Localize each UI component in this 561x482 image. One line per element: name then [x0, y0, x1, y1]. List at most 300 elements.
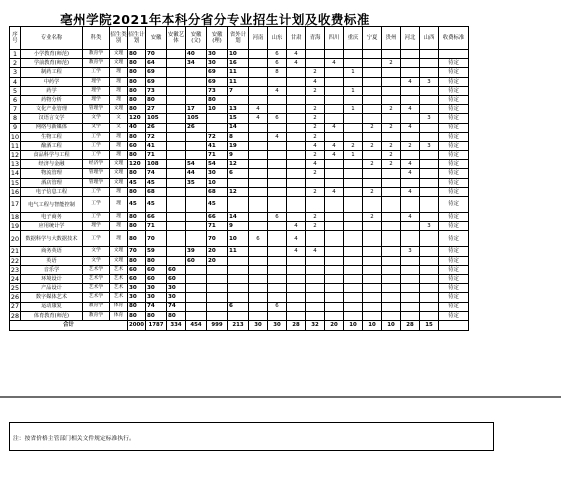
table-cell: 24	[10, 274, 20, 283]
table-row	[10, 141, 469, 150]
column-header: 安徽	[146, 27, 167, 50]
table-cell: 26	[146, 123, 167, 132]
table-cell: 酒店管理	[21, 178, 83, 187]
table-cell: 理	[110, 197, 128, 213]
table-cell: 2	[306, 222, 325, 231]
table-cell	[344, 50, 363, 59]
table-cell: 文学	[83, 247, 110, 256]
table-cell	[325, 114, 344, 123]
table-row	[10, 187, 469, 196]
table-cell	[401, 151, 420, 160]
column-header: 甘肃	[287, 27, 306, 50]
table-cell	[420, 59, 439, 68]
table-cell	[420, 274, 439, 283]
table-cell: 4	[306, 141, 325, 150]
table-cell: 14	[10, 169, 20, 178]
table-cell: 学前教育(师范)	[21, 59, 83, 68]
table-cell: 待定	[439, 114, 469, 123]
table-cell	[344, 222, 363, 231]
table-cell: 71	[207, 222, 228, 231]
table-cell	[306, 50, 325, 59]
totals-cell: 10	[382, 320, 401, 330]
table-cell: 工学	[83, 231, 110, 247]
table-cell: 经济学	[83, 160, 110, 169]
table-row	[10, 222, 469, 231]
table-cell: 22	[10, 256, 20, 265]
table-cell: 文	[110, 123, 128, 132]
table-cell: 教育学	[83, 302, 110, 311]
table-cell: 70	[207, 231, 228, 247]
table-cell	[401, 132, 420, 141]
table-cell: 4	[287, 222, 306, 231]
table-cell: 64	[146, 59, 167, 68]
table-cell	[325, 86, 344, 95]
table-cell: 理学	[83, 95, 110, 104]
table-cell: 管理学	[83, 178, 110, 187]
table-cell: 74	[146, 169, 167, 178]
table-cell	[344, 95, 363, 104]
table-cell: 120	[128, 160, 146, 169]
table-cell: 70	[128, 247, 146, 256]
table-cell	[344, 311, 363, 320]
table-row	[10, 265, 469, 274]
table-cell: 4	[287, 231, 306, 247]
table-cell: 2	[363, 187, 382, 196]
table-cell	[268, 293, 287, 302]
table-cell: 60	[167, 265, 186, 274]
table-cell: 2	[306, 105, 325, 114]
column-header: 安徽艺体	[167, 27, 186, 50]
table-cell: 文理	[110, 105, 128, 114]
table-cell	[268, 187, 287, 196]
table-cell: 6	[228, 169, 249, 178]
table-cell: 40	[186, 50, 207, 59]
table-cell	[344, 160, 363, 169]
table-cell: 40	[128, 123, 146, 132]
table-cell: 待定	[439, 178, 469, 187]
table-cell	[344, 178, 363, 187]
table-cell: 理	[110, 86, 128, 95]
table-cell	[420, 265, 439, 274]
totals-cell: 2000	[128, 320, 146, 330]
table-cell: 3	[420, 114, 439, 123]
totals-cell: 28	[401, 320, 420, 330]
table-cell	[287, 123, 306, 132]
table-cell: 1	[10, 50, 21, 59]
table-cell	[167, 197, 186, 213]
table-cell	[268, 231, 287, 247]
table-cell	[401, 293, 420, 302]
table-cell	[249, 302, 268, 311]
table-cell: 管理学	[83, 169, 110, 178]
table-cell: 6	[268, 50, 287, 59]
table-cell	[167, 151, 186, 160]
table-cell: 电气工程与智能控制	[21, 197, 83, 213]
totals-row	[10, 320, 469, 330]
table-cell: 待定	[439, 293, 469, 302]
totals-cell	[439, 320, 469, 330]
table-cell: 10	[207, 178, 228, 187]
table-cell	[420, 105, 439, 114]
table-cell: 2	[382, 141, 401, 150]
table-cell: 10	[207, 105, 228, 114]
table-cell	[268, 151, 287, 160]
table-cell	[186, 284, 207, 293]
table-cell	[420, 95, 439, 104]
table-cell: 68	[146, 187, 167, 196]
table-cell	[325, 213, 344, 222]
table-cell: 4	[401, 123, 420, 132]
table-cell: 6	[268, 213, 287, 222]
table-cell: 待定	[439, 105, 469, 114]
table-cell: 待定	[439, 231, 469, 247]
table-cell: 11	[228, 68, 249, 77]
table-cell	[344, 293, 363, 302]
table-cell	[287, 265, 306, 274]
table-row	[10, 95, 469, 104]
table-cell: 2	[382, 123, 401, 132]
table-cell: 60	[128, 274, 146, 283]
table-cell: 17	[10, 197, 21, 213]
table-cell	[249, 151, 268, 160]
table-cell: 理	[110, 151, 128, 160]
table-cell: 80	[146, 256, 167, 265]
table-cell: 6	[249, 231, 268, 247]
table-cell	[382, 132, 401, 141]
table-cell	[344, 265, 363, 274]
table-cell: 80	[128, 59, 146, 68]
table-cell	[287, 213, 306, 222]
table-cell: 71	[146, 222, 167, 231]
table-cell: 文理	[110, 160, 128, 169]
totals-cell: 32	[306, 320, 325, 330]
table-cell: 16	[228, 59, 249, 68]
table-cell: 待定	[439, 187, 469, 196]
table-cell	[363, 197, 382, 213]
table-cell: 69	[207, 77, 228, 86]
table-cell: 待定	[439, 197, 469, 213]
table-cell	[287, 141, 306, 150]
table-cell: 理	[110, 77, 128, 86]
table-cell: 文理	[110, 247, 128, 256]
table-cell: 待定	[439, 86, 469, 95]
column-header: 山东	[268, 27, 287, 50]
table-cell: 工学	[83, 213, 110, 222]
table-cell: 理学	[83, 86, 110, 95]
table-cell: 105	[146, 114, 167, 123]
table-cell: 26	[10, 293, 20, 302]
totals-cell: 1787	[146, 320, 167, 330]
table-cell	[325, 132, 344, 141]
table-cell	[207, 293, 228, 302]
table-cell: 80	[146, 311, 167, 320]
table-cell	[306, 311, 325, 320]
table-cell	[325, 311, 344, 320]
table-cell: 3	[420, 141, 439, 150]
table-cell	[325, 293, 344, 302]
table-cell: 60	[146, 274, 167, 283]
column-header: 河南	[249, 27, 268, 50]
table-cell: 3	[420, 77, 439, 86]
table-cell	[344, 77, 363, 86]
table-cell: 14	[228, 213, 249, 222]
table-cell	[268, 169, 287, 178]
table-cell: 73	[146, 86, 167, 95]
table-cell: 72	[146, 132, 167, 141]
table-cell: 2	[306, 151, 325, 160]
table-cell	[167, 247, 186, 256]
table-cell: 60	[186, 256, 207, 265]
table-cell: 6	[268, 59, 287, 68]
table-cell: 艺术	[110, 284, 128, 293]
table-cell: 文学	[83, 123, 110, 132]
table-cell: 8	[10, 114, 21, 123]
table-cell	[306, 293, 325, 302]
table-cell	[382, 114, 401, 123]
table-cell: 30	[146, 284, 167, 293]
table-cell	[249, 86, 268, 95]
table-cell	[268, 247, 287, 256]
table-cell: 59	[146, 247, 167, 256]
table-row	[10, 178, 469, 187]
table-cell	[268, 160, 287, 169]
column-header: 安徽(文)	[186, 27, 207, 50]
table-cell	[344, 213, 363, 222]
table-cell	[268, 311, 287, 320]
column-header: 青海	[306, 27, 325, 50]
table-cell: 4	[306, 247, 325, 256]
table-cell: 教育学	[83, 311, 110, 320]
table-cell: 待定	[439, 247, 469, 256]
table-row	[10, 68, 469, 77]
table-cell	[249, 68, 268, 77]
table-row	[10, 160, 469, 169]
table-cell: 2	[382, 160, 401, 169]
table-cell: 理	[110, 187, 128, 196]
totals-cell: 30	[268, 320, 287, 330]
table-cell: 工学	[83, 151, 110, 160]
table-row	[10, 86, 469, 95]
table-cell: 26	[186, 123, 207, 132]
table-cell	[228, 274, 249, 283]
table-cell	[207, 302, 228, 311]
table-cell: 30	[128, 293, 146, 302]
table-cell	[344, 231, 363, 247]
table-row	[10, 284, 469, 293]
table-cell: 英语	[21, 256, 83, 265]
table-cell: 30	[207, 59, 228, 68]
table-cell: 70	[146, 231, 167, 247]
table-cell: 45	[146, 178, 167, 187]
table-cell: 中药学	[21, 77, 83, 86]
table-cell: 80	[128, 77, 146, 86]
table-cell	[344, 284, 363, 293]
table-cell: 74	[167, 302, 186, 311]
table-cell	[382, 302, 401, 311]
table-cell: 15	[10, 178, 20, 187]
column-header: 宁夏	[363, 27, 382, 50]
table-cell	[420, 169, 439, 178]
table-cell: 6	[268, 302, 287, 311]
table-cell: 物流管理	[21, 169, 83, 178]
table-cell	[325, 197, 344, 213]
table-cell	[186, 222, 207, 231]
table-cell	[363, 105, 382, 114]
table-cell: 4	[249, 114, 268, 123]
table-cell: 2	[306, 187, 325, 196]
table-cell: 文理	[110, 169, 128, 178]
table-cell	[287, 293, 306, 302]
table-cell: 16	[10, 187, 20, 196]
column-header: 招生类别	[110, 27, 128, 50]
table-cell: 汉语言文学	[21, 114, 83, 123]
totals-cell: 28	[287, 320, 306, 330]
table-cell: 4	[401, 187, 420, 196]
table-cell: 制药工程	[21, 68, 83, 77]
table-cell	[363, 231, 382, 247]
table-cell	[268, 141, 287, 150]
table-cell: 80	[128, 302, 146, 311]
table-cell: 11	[228, 77, 249, 86]
table-cell	[382, 178, 401, 187]
table-cell	[249, 222, 268, 231]
table-cell: 理	[110, 132, 128, 141]
table-cell	[306, 59, 325, 68]
table-cell: 待定	[439, 311, 469, 320]
table-cell	[287, 197, 306, 213]
table-cell	[287, 284, 306, 293]
table-cell: 教育学	[83, 59, 110, 68]
table-cell	[228, 256, 249, 265]
table-cell	[382, 231, 401, 247]
table-cell	[268, 274, 287, 283]
table-cell: 7	[228, 86, 249, 95]
table-cell: 80	[128, 311, 146, 320]
table-cell	[325, 77, 344, 86]
table-cell: 60	[146, 265, 167, 274]
table-cell: 工学	[83, 141, 110, 150]
table-cell	[167, 160, 186, 169]
totals-cell: 334	[167, 320, 186, 330]
table-cell	[325, 178, 344, 187]
table-cell	[249, 284, 268, 293]
table-cell: 17	[186, 105, 207, 114]
table-cell: 4	[401, 160, 420, 169]
table-cell	[186, 302, 207, 311]
table-cell: 待定	[439, 169, 469, 178]
table-cell: 4	[306, 77, 325, 86]
table-cell	[420, 293, 439, 302]
page-title: 亳州学院2021年本科分省分专业招生计划及收费标准	[60, 12, 370, 27]
table-cell	[249, 160, 268, 169]
table-cell: 文理	[110, 178, 128, 187]
table-cell	[401, 178, 420, 187]
table-cell	[344, 123, 363, 132]
table-cell: 45	[207, 197, 228, 213]
table-cell	[287, 132, 306, 141]
table-cell: 68	[207, 187, 228, 196]
table-cell	[287, 151, 306, 160]
table-cell	[167, 141, 186, 150]
column-header: 专业名称	[21, 27, 83, 50]
table-cell	[420, 311, 439, 320]
table-cell: 艺术	[110, 274, 128, 283]
table-cell: 80	[167, 311, 186, 320]
table-cell	[401, 311, 420, 320]
table-row	[10, 274, 469, 283]
table-cell: 18	[10, 212, 20, 221]
table-cell	[167, 169, 186, 178]
table-cell: 理学	[83, 77, 110, 86]
table-cell	[420, 151, 439, 160]
table-cell: 30	[128, 284, 146, 293]
enrollment-plan-table	[9, 26, 469, 331]
table-cell: 80	[128, 231, 146, 247]
table-cell	[207, 114, 228, 123]
table-cell	[382, 169, 401, 178]
table-cell	[420, 68, 439, 77]
table-cell	[401, 59, 420, 68]
table-cell	[306, 302, 325, 311]
table-row	[10, 256, 469, 265]
column-header: 贵州	[382, 27, 401, 50]
table-cell: 19	[10, 222, 20, 231]
table-cell: 工学	[83, 132, 110, 141]
table-cell	[167, 187, 186, 196]
table-cell	[287, 169, 306, 178]
section-divider	[0, 396, 561, 398]
table-cell: 1	[344, 86, 363, 95]
table-cell	[249, 141, 268, 150]
table-cell	[344, 247, 363, 256]
table-cell	[249, 311, 268, 320]
table-row	[10, 311, 469, 320]
table-cell	[249, 247, 268, 256]
table-cell	[249, 256, 268, 265]
table-cell: 6	[268, 114, 287, 123]
table-cell	[363, 293, 382, 302]
table-cell: 27	[10, 302, 20, 311]
totals-cell: 213	[228, 320, 249, 330]
table-cell	[249, 132, 268, 141]
table-cell	[249, 59, 268, 68]
table-cell: 39	[186, 247, 207, 256]
table-cell: 应用统计学	[21, 222, 83, 231]
table-cell	[268, 77, 287, 86]
table-cell: 80	[128, 105, 146, 114]
table-cell	[325, 222, 344, 231]
table-cell	[401, 302, 420, 311]
table-row	[10, 213, 469, 222]
table-cell	[363, 132, 382, 141]
table-cell: 80	[128, 256, 146, 265]
table-cell: 艺术学	[83, 265, 110, 274]
note-text: 注：按省价格主管部门相关文件规定标准执行。	[13, 436, 135, 442]
table-cell: 45	[146, 197, 167, 213]
table-cell: 35	[186, 178, 207, 187]
table-cell: 2	[306, 68, 325, 77]
table-cell	[186, 231, 207, 247]
table-cell	[228, 95, 249, 104]
table-cell	[186, 293, 207, 302]
table-cell	[363, 169, 382, 178]
table-cell: 20	[10, 231, 21, 247]
table-cell	[228, 284, 249, 293]
table-row	[10, 114, 469, 123]
table-cell: 2	[10, 59, 21, 68]
table-cell: 27	[146, 105, 167, 114]
table-cell: 25	[10, 284, 20, 293]
